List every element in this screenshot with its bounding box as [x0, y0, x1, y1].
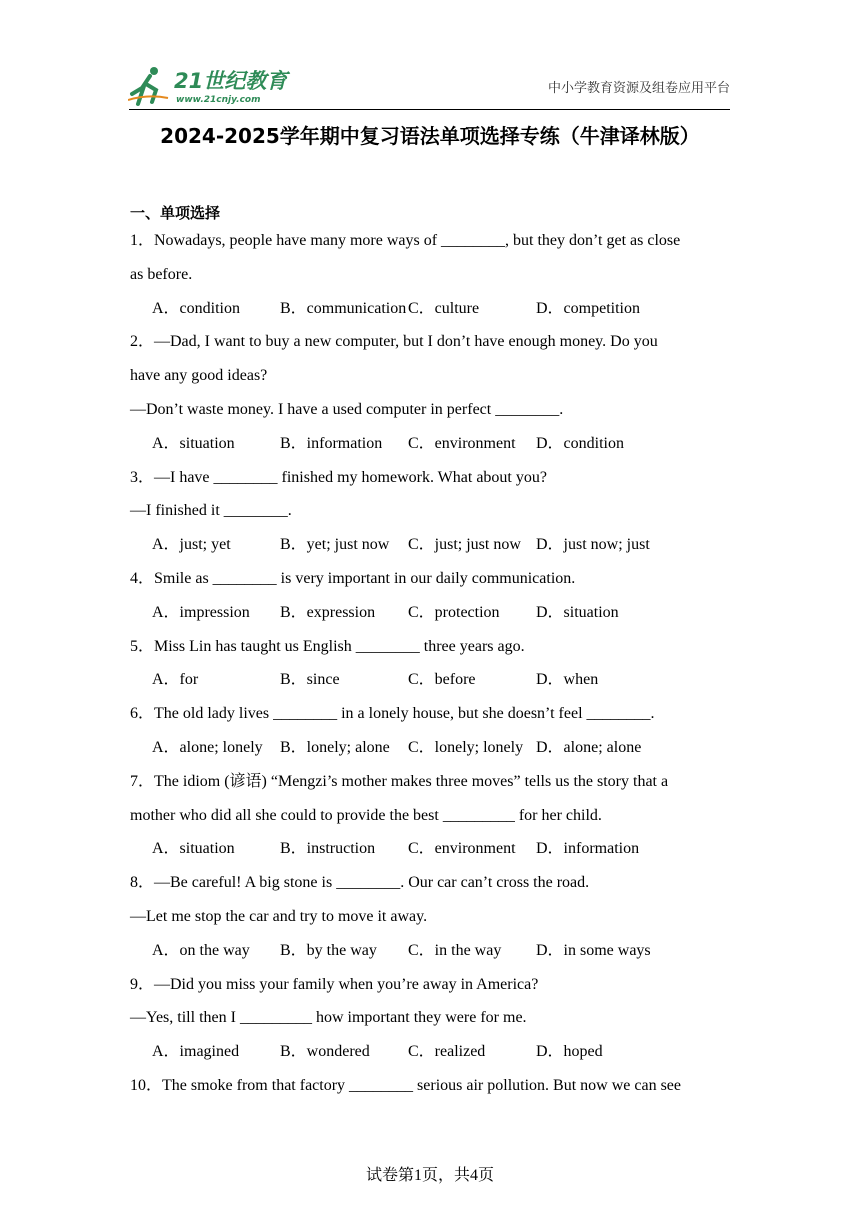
question-item — [130, 968, 730, 1069]
platform-label: 中小学教育资源及组卷应用平台 — [547, 81, 730, 96]
option-c: C．protection — [408, 603, 500, 621]
options-row — [130, 731, 730, 765]
options-row — [130, 596, 730, 630]
option-d: D．condition — [536, 434, 624, 452]
question-stem-continued: —Don’t waste money. I have a used computer in perfect ________. — [130, 400, 564, 418]
option-d: D．just now; just — [536, 536, 650, 554]
option-d: D．alone; alone — [536, 738, 642, 756]
option-a: A．for — [152, 671, 199, 689]
question-stem: 7．The idiom (谚语) “Mengzi’s mother makes three moves” tells us the story that a — [130, 772, 669, 790]
options-row — [130, 934, 730, 968]
option-a: A．condition — [152, 299, 240, 317]
option-b: B．yet; just now — [280, 536, 390, 554]
question-stem-continued: mother who did all she could to provide the best _________ for her child. — [130, 806, 602, 824]
option-b: B．wondered — [280, 1043, 370, 1061]
question-list — [130, 224, 730, 1103]
option-c: C．lonely; lonely — [408, 738, 524, 756]
options-row — [130, 292, 730, 326]
page-footer: 试卷第1页，共4页 — [365, 1167, 494, 1184]
question-item — [130, 224, 730, 325]
21cnjy-logo — [128, 64, 293, 108]
question-item — [130, 461, 730, 562]
question-stem: 9．—Did you miss your family when you’re away in America? — [130, 975, 539, 993]
question-stem: 10．The smoke from that factory ________ serious air pollution. But now we can see — [130, 1076, 681, 1094]
question-stem: 5．Miss Lin has taught us English ________ three years ago. — [130, 637, 525, 655]
options-row — [130, 663, 730, 697]
option-c: C．in the way — [408, 941, 502, 959]
question-stem: 3．—I have ________ finished my homework. What about you? — [130, 468, 547, 486]
question-item — [130, 765, 730, 866]
option-a: A．impression — [152, 603, 250, 621]
question-stem-continued: —I finished it ________. — [130, 502, 292, 520]
question-item — [130, 697, 730, 765]
option-b: B．communication — [280, 299, 407, 317]
question-stem-continued: as before. — [130, 265, 193, 283]
option-d: D．competition — [536, 299, 640, 317]
option-c: C．just; just now — [408, 536, 521, 554]
option-a: A．on the way — [152, 941, 250, 959]
question-stem-continued: —Yes, till then I _________ how important they were for me. — [130, 1009, 527, 1027]
question-stem-continued: —Let me stop the car and try to move it away. — [130, 907, 428, 925]
question-stem: 8．—Be careful! A big stone is ________. Our car can’t cross the road. — [130, 874, 590, 892]
options-row — [130, 528, 730, 562]
option-b: B．lonely; alone — [280, 738, 390, 756]
question-item — [130, 1069, 730, 1103]
question-stem: 4．Smile as ________ is very important in our daily communication. — [130, 569, 576, 587]
document-title: 2024-2025学年期中复习语法单项选择专练（牛津译林版） — [160, 124, 700, 148]
option-d: D．when — [536, 671, 599, 689]
option-a: A．alone; lonely — [152, 738, 263, 756]
option-b: B．expression — [280, 603, 376, 621]
option-d: D．in some ways — [536, 941, 651, 959]
question-stem: 2．—Dad, I want to buy a new computer, but I don’t have enough money. Do you — [130, 333, 658, 351]
option-c: C．before — [408, 671, 476, 689]
option-c: C．environment — [408, 840, 516, 858]
logo-text: 21世纪教育 — [174, 69, 288, 93]
option-d: D．hoped — [536, 1043, 603, 1061]
question-item — [130, 866, 730, 967]
option-c: C．culture — [408, 299, 480, 317]
option-d: D．situation — [536, 603, 619, 621]
question-stem: 6．The old lady lives ________ in a lonely house, but she doesn’t feel ________. — [130, 705, 655, 723]
section-heading: 一、单项选择 — [130, 204, 221, 222]
option-b: B．by the way — [280, 941, 377, 959]
options-row — [130, 1035, 730, 1069]
question-item — [130, 562, 730, 630]
option-b: B．instruction — [280, 840, 376, 858]
option-b: B．since — [280, 671, 340, 689]
option-a: A．situation — [152, 840, 235, 858]
option-d: D．information — [536, 840, 640, 858]
question-item — [130, 325, 730, 460]
option-a: A．just; yet — [152, 536, 231, 554]
header-rule — [129, 109, 730, 110]
running-figure-icon — [128, 67, 168, 104]
option-a: A．imagined — [152, 1043, 240, 1061]
option-a: A．situation — [152, 434, 235, 452]
options-row — [130, 832, 730, 866]
option-b: B．information — [280, 434, 383, 452]
question-stem: 1．Nowadays, people have many more ways of ________, but they don’t get as close — [130, 232, 681, 249]
question-item — [130, 630, 730, 698]
options-row — [130, 427, 730, 461]
question-stem-continued: have any good ideas? — [130, 367, 268, 385]
logo-url: www.21cnjy.com — [176, 95, 261, 105]
option-c: C．realized — [408, 1043, 486, 1061]
option-c: C．environment — [408, 434, 516, 452]
